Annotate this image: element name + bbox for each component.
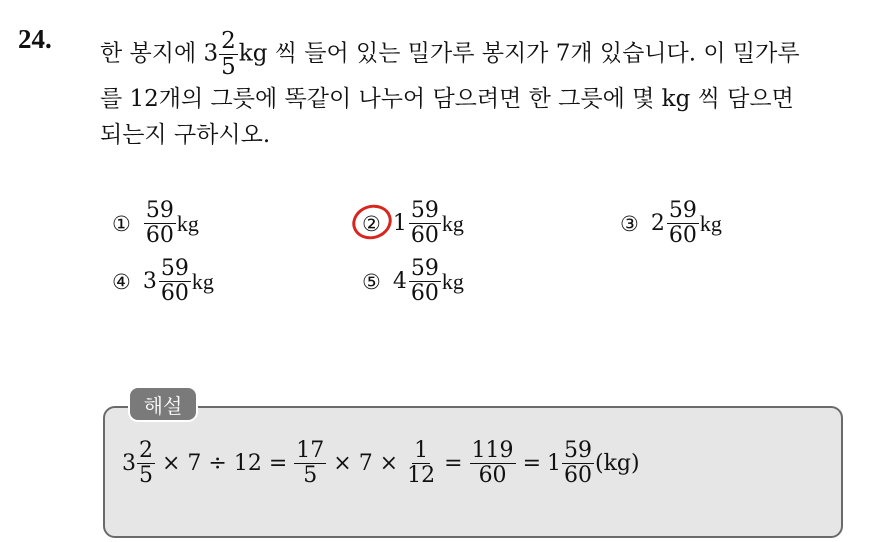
denominator: 60: [160, 281, 189, 306]
denominator: 60: [410, 223, 439, 248]
fraction: [409, 200, 441, 247]
numerator: 59: [160, 256, 189, 281]
numerator: 59: [668, 198, 697, 223]
numerator: 59: [564, 438, 592, 463]
choice-1[interactable]: [112, 200, 199, 247]
choice-number: ②: [362, 211, 381, 236]
denominator: 60: [478, 463, 507, 488]
unit: (kg): [595, 451, 640, 476]
whole-number: 2: [650, 211, 665, 236]
operator: =: [522, 451, 541, 476]
choice-number: ③: [620, 211, 639, 236]
question-line-3: 되는지 구하시오.: [100, 122, 271, 148]
question-line-2: 를 12개의 그릇에 똑같이 나누어 담으려면 한 그릇에 몇 kg 씩 담으면: [100, 86, 794, 112]
fraction: [219, 30, 238, 79]
numerator: 59: [410, 256, 439, 281]
fraction: [294, 440, 326, 487]
whole-number: 4: [392, 269, 407, 294]
solution-formula: [122, 440, 640, 487]
unit: kg: [191, 268, 214, 294]
fraction: [667, 200, 699, 247]
whole-number: 1: [392, 211, 407, 236]
question-number: 24.: [18, 24, 52, 54]
operator: × 7 ÷ 12 =: [162, 451, 288, 476]
unit: kg: [176, 210, 199, 236]
unit: kg: [441, 210, 464, 236]
numerator: 119: [471, 438, 514, 463]
denominator: 60: [668, 223, 697, 248]
numerator: 2: [139, 438, 153, 463]
fraction: [470, 440, 516, 487]
denominator: 12: [407, 463, 436, 488]
whole-number: 1: [547, 451, 561, 476]
whole-number: 3: [122, 451, 136, 476]
fraction: [144, 200, 176, 247]
choice-number: ⑤: [362, 269, 381, 294]
denominator: 5: [139, 463, 153, 488]
operator: × 7 ×: [333, 451, 399, 476]
numerator: 59: [145, 198, 174, 223]
denominator: 60: [145, 223, 174, 248]
choice-number: ①: [112, 211, 131, 236]
question-text: kg 씩 들어 있는 밀가루 봉지가 7개 있습니다. 이 밀가루: [238, 40, 800, 67]
choice-5[interactable]: [362, 258, 464, 305]
denominator: 5: [303, 463, 318, 488]
denominator: 5: [221, 54, 236, 80]
choice-number: ④: [112, 269, 131, 294]
numerator: 2: [221, 28, 236, 54]
fraction: [159, 258, 191, 305]
numerator: 17: [296, 438, 325, 463]
solution-label: 해설: [128, 386, 198, 422]
choice-3[interactable]: [620, 200, 722, 247]
numerator: 59: [410, 198, 439, 223]
unit: kg: [441, 268, 464, 294]
fraction: [409, 258, 441, 305]
fraction: [137, 440, 155, 487]
denominator: 60: [410, 281, 439, 306]
fraction: [405, 440, 437, 487]
choice-4[interactable]: [112, 258, 214, 305]
unit: kg: [699, 210, 722, 236]
denominator: 60: [564, 463, 592, 488]
numerator: 1: [414, 438, 429, 463]
whole-number: 3: [142, 269, 157, 294]
question-line-1: [100, 30, 800, 79]
operator: =: [444, 451, 463, 476]
fraction: [562, 440, 594, 487]
question-text: 한 봉지에 3: [100, 40, 219, 67]
